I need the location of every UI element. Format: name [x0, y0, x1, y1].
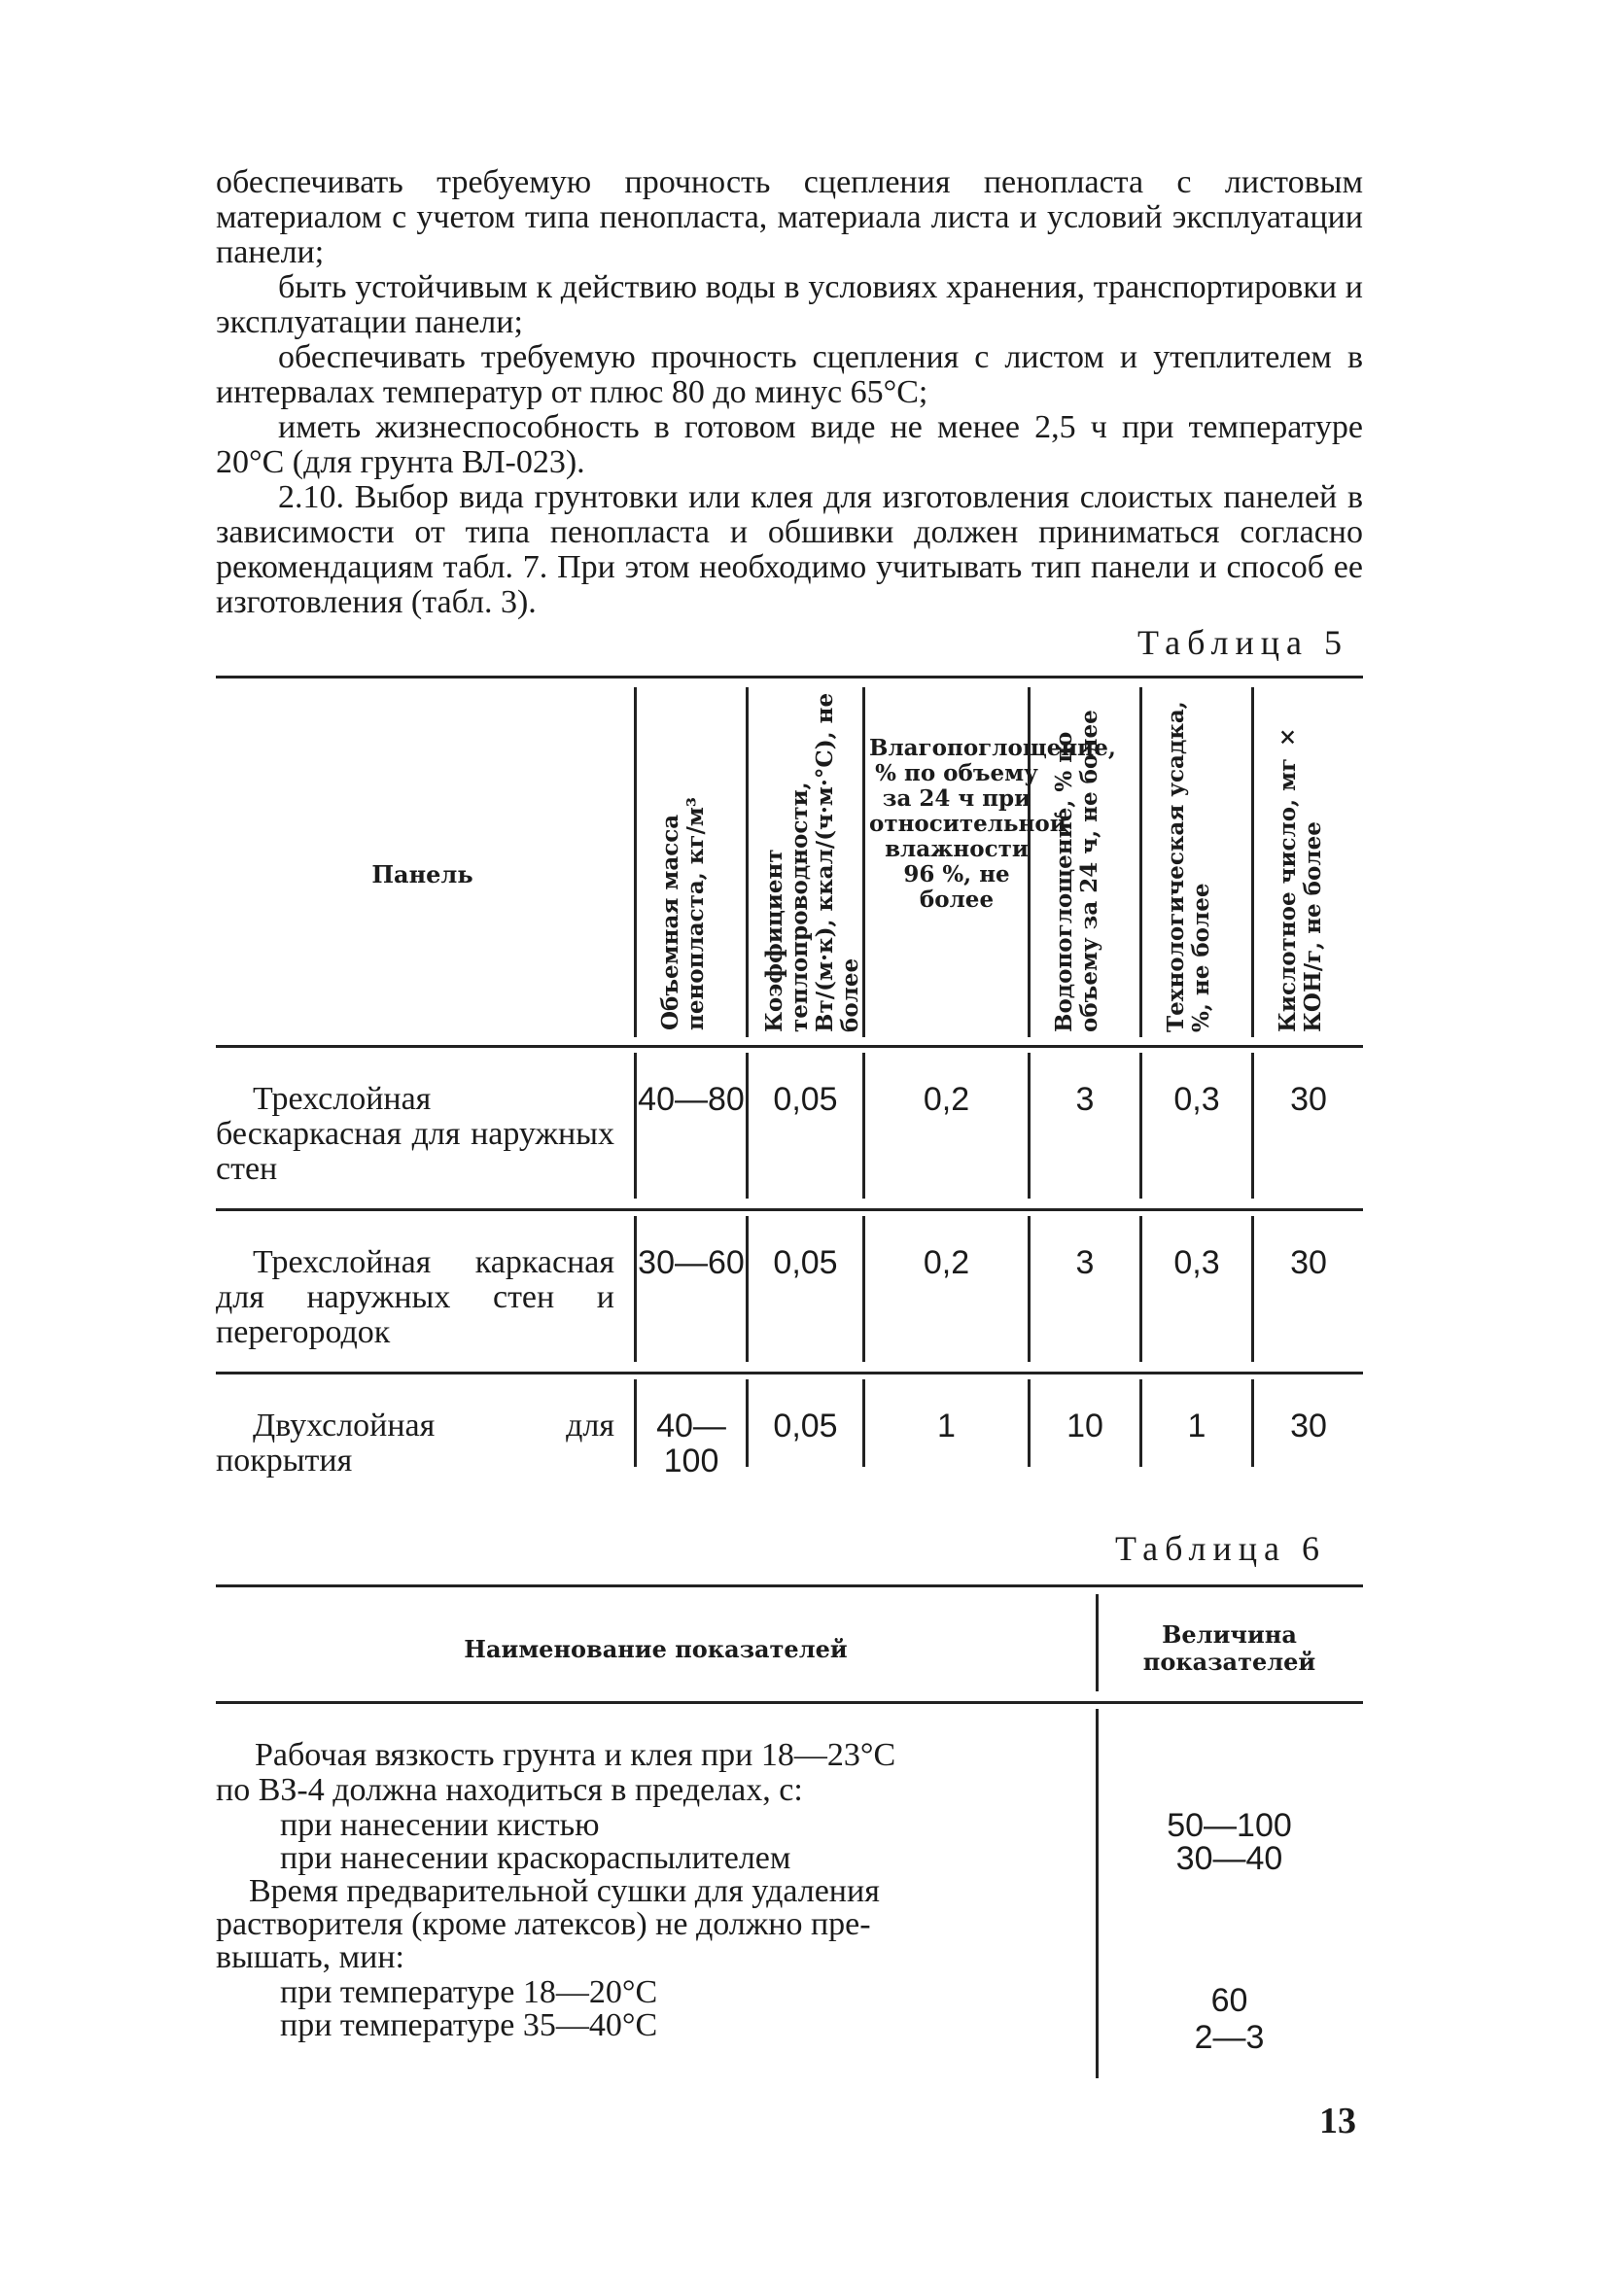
table-row-name: Трехслойная бескаркасная для наружных стен: [216, 1081, 614, 1187]
cell-shrinkage: 0,3: [1173, 1244, 1220, 1281]
table-rule: [216, 1045, 1363, 1048]
cell-conductivity: 0,05: [773, 1408, 838, 1444]
table-rule: [216, 1372, 1363, 1374]
cell-shrinkage: 1: [1187, 1408, 1206, 1444]
cell-conductivity: 0,05: [773, 1081, 838, 1118]
header-density: Объемная масса пенопласта, кг/м³: [657, 797, 709, 1030]
table-6: [216, 1584, 1363, 2080]
table6-value: 60: [1210, 1982, 1248, 2019]
table6-line: вышать, мин:: [216, 1939, 405, 1975]
cell-acid: 30: [1290, 1244, 1327, 1281]
body-text: [216, 165, 1363, 620]
cell-density: 30—60: [638, 1244, 745, 1281]
cell-shrinkage: 0,3: [1173, 1081, 1220, 1118]
header-value: Величина показателей: [1142, 1620, 1316, 1676]
header-conductivity: Коэффициент теплопроводности, Вт/(м·к), ккал/(ч·м·°С), не более: [761, 692, 863, 1032]
header-acid: Кислотное число, мг × КОН/г, не более: [1275, 723, 1326, 1032]
table6-line: Время предварительной сушки для удаления: [249, 1873, 880, 1909]
paragraph: иметь жизнеспособность в готовом виде не менее 2,5 ч при температуре 20°С (для грунта ВЛ-023).: [216, 409, 1363, 480]
table-row-name: Трехслойная каркасная для наружных стен и перегородок: [216, 1244, 614, 1350]
cell-acid: 30: [1290, 1081, 1327, 1118]
paragraph: обеспечивать требуемую прочность сцепления с листом и утеплителем в интервалах температур от плюс 80 до минус 65°С;: [216, 339, 1363, 410]
cell-acid: 30: [1290, 1408, 1327, 1444]
table6-value: 2—3: [1194, 2019, 1265, 2056]
paragraph: быть устойчивым к действию воды в условиях хранения, транспортировки и эксплуатации панели;: [216, 269, 1363, 340]
table6-line: при нанесении кистью: [280, 1807, 600, 1843]
header-name: Наименование показателей: [464, 1635, 848, 1663]
table6-line: при нанесении краскораспылителем: [280, 1840, 791, 1876]
table6-line: Рабочая вязкость грунта и клея при 18—23°С: [255, 1737, 896, 1773]
paragraph-2-10: 2.10. Выбор вида грунтовки или клея для изготовления слоистых панелей в зависимости от типа пенопласта и обшивки должен приниматься согласно рекомендациям табл. 7. При этом необходимо учитывать тип панели и способ ее изготовления (табл. 3).: [216, 479, 1363, 620]
cell-density: 40—100: [656, 1408, 726, 1479]
header-water: Водопоглощение, % по объему за 24 ч, не более: [1051, 710, 1102, 1032]
cell-moisture: 0,2: [923, 1081, 970, 1118]
header-shrinkage: Технологическая усадка, %, не более: [1163, 701, 1214, 1032]
table6-caption: Таблица 6: [1115, 1529, 1326, 1568]
cell-water: 3: [1075, 1081, 1095, 1118]
table-rule: [216, 1584, 1363, 1587]
cell-water: 10: [1066, 1408, 1103, 1444]
cell-moisture: 0,2: [923, 1244, 970, 1281]
table-row-name: Двухслойная для покрытия: [216, 1408, 614, 1478]
cell-moisture: 1: [937, 1408, 956, 1444]
table-rule: [216, 676, 1363, 678]
table6-line: по ВЗ-4 должна находиться в пределах, с:: [216, 1772, 803, 1808]
table6-line: при температуре 35—40°С: [280, 2007, 658, 2043]
table6-line: при температуре 18—20°С: [280, 1974, 658, 2010]
table-rule: [216, 1208, 1363, 1211]
table5-caption: Таблица 5: [1137, 623, 1348, 662]
table6-value: 30—40: [1175, 1840, 1283, 1877]
table-rule: [216, 1701, 1363, 1704]
table6-value: 50—100: [1167, 1807, 1292, 1844]
table6-line: растворителя (кроме латексов) не должно пре-: [216, 1906, 871, 1942]
header-panel: Панель: [371, 860, 473, 888]
paragraph: обеспечивать требуемую прочность сцепления пенопласта с листовым материалом с учетом типа пенопласта, материала листа и условий эксплуатации панели;: [216, 164, 1363, 270]
cell-density: 40—80: [638, 1081, 745, 1118]
cell-water: 3: [1075, 1244, 1095, 1281]
header-moisture: Влагопоглощение, % по объему за 24 ч при относительной влажности 96 %, не более: [869, 735, 1116, 913]
page-number: 13: [1319, 2101, 1356, 2141]
cell-conductivity: 0,05: [773, 1244, 838, 1281]
table-5: [216, 676, 1363, 1482]
